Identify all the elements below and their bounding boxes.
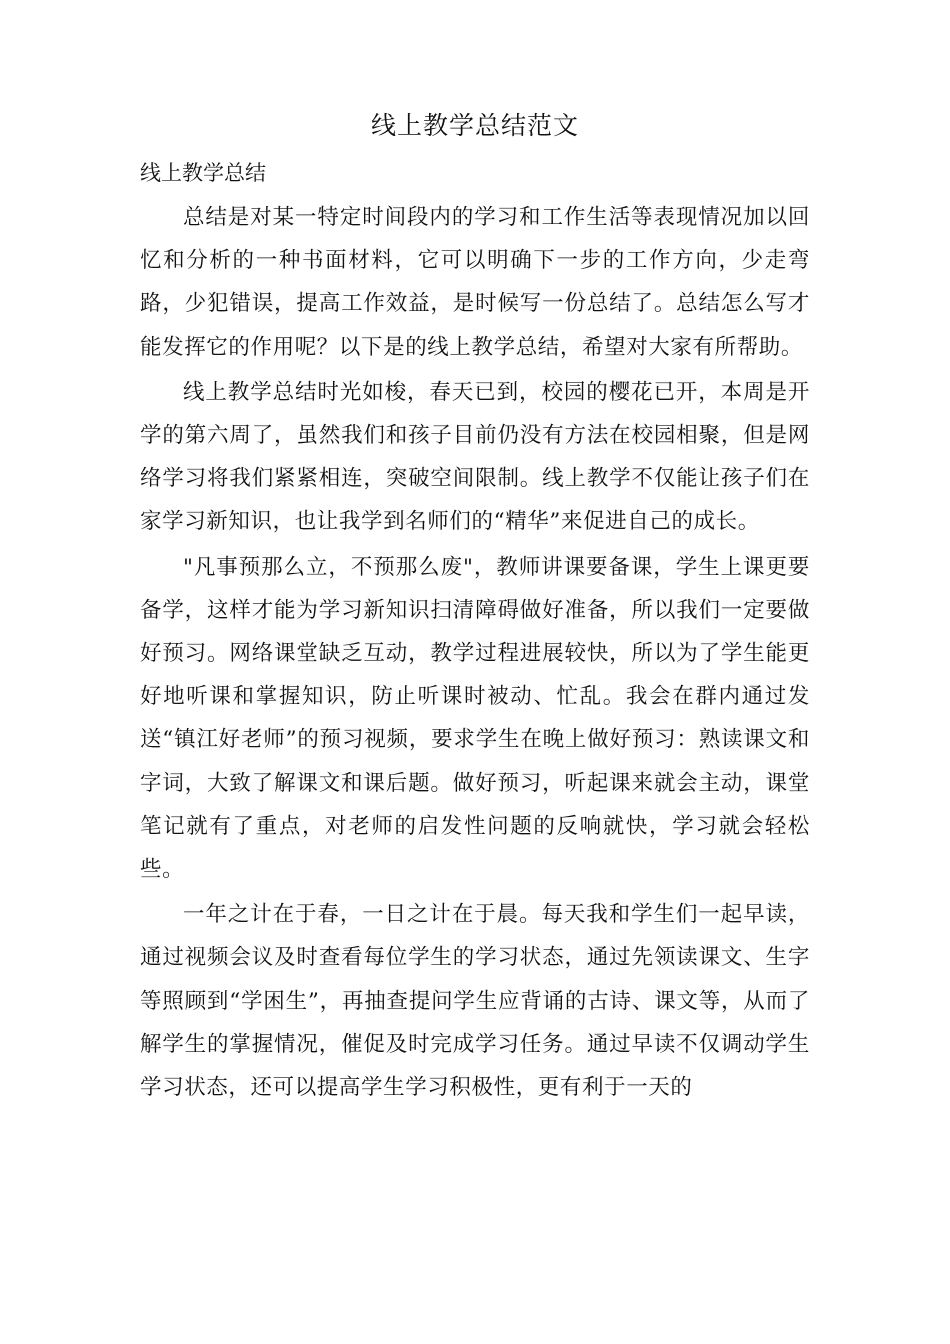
paragraph: 一年之计在于春，一日之计在于晨。每天我和学生们一起早读，通过视频会议及时查看每位学生的学习状态，通过先领读课文、生字等照顾到“学困生”，再抽查提问学生应背诵的古诗、课文等，从而了解学生的掌握情况，催促及时完成学习任务。通过早读不仅调动学生学习状态，还可以提高学生学习积极性，更有利于一天的: [140, 902, 810, 1101]
document-subtitle: 线上教学总结: [140, 161, 266, 185]
document-title: 线上教学总结范文: [370, 111, 579, 140]
paragraph: 线上教学总结时光如梭，春天已到，校园的樱花已开，本周是开学的第六周了，虽然我们和孩子目前仍没有方法在校园相聚，但是网络学习将我们紧紧相连，突破空间限制。线上教学不仅能让孩子们在家学习新知识，也让我学到名师们的“精华”来促进自己的成长。: [140, 379, 810, 535]
document-body: [140, 196, 810, 1111]
paragraph: "凡事预那么立，不预那么废"，教师讲课要备课，学生上课更要备学，这样才能为学习新知识扫清障碍做好准备，所以我们一定要做好预习。网络课堂缺乏互动，教学过程进展较快，所以为了学生能更好地听课和掌握知识，防止听课时被动、忙乱。我会在群内通过发送“镇江好老师”的预习视频，要求学生在晚上做好预习：熟读课文和字词，大致了解课文和课后题。做好预习，听起课来就会主动，课堂笔记就有了重点，对老师的启发性问题的反响就快，学习就会轻松些。: [140, 554, 810, 883]
paragraph: 总结是对某一特定时间段内的学习和工作生活等表现情况加以回忆和分析的一种书面材料，它可以明确下一步的工作方向，少走弯路，少犯错误，提高工作效益，是时候写一份总结了。总结怎么写才能发挥它的作用呢？以下是的线上教学总结，希望对大家有所帮助。: [140, 205, 810, 360]
